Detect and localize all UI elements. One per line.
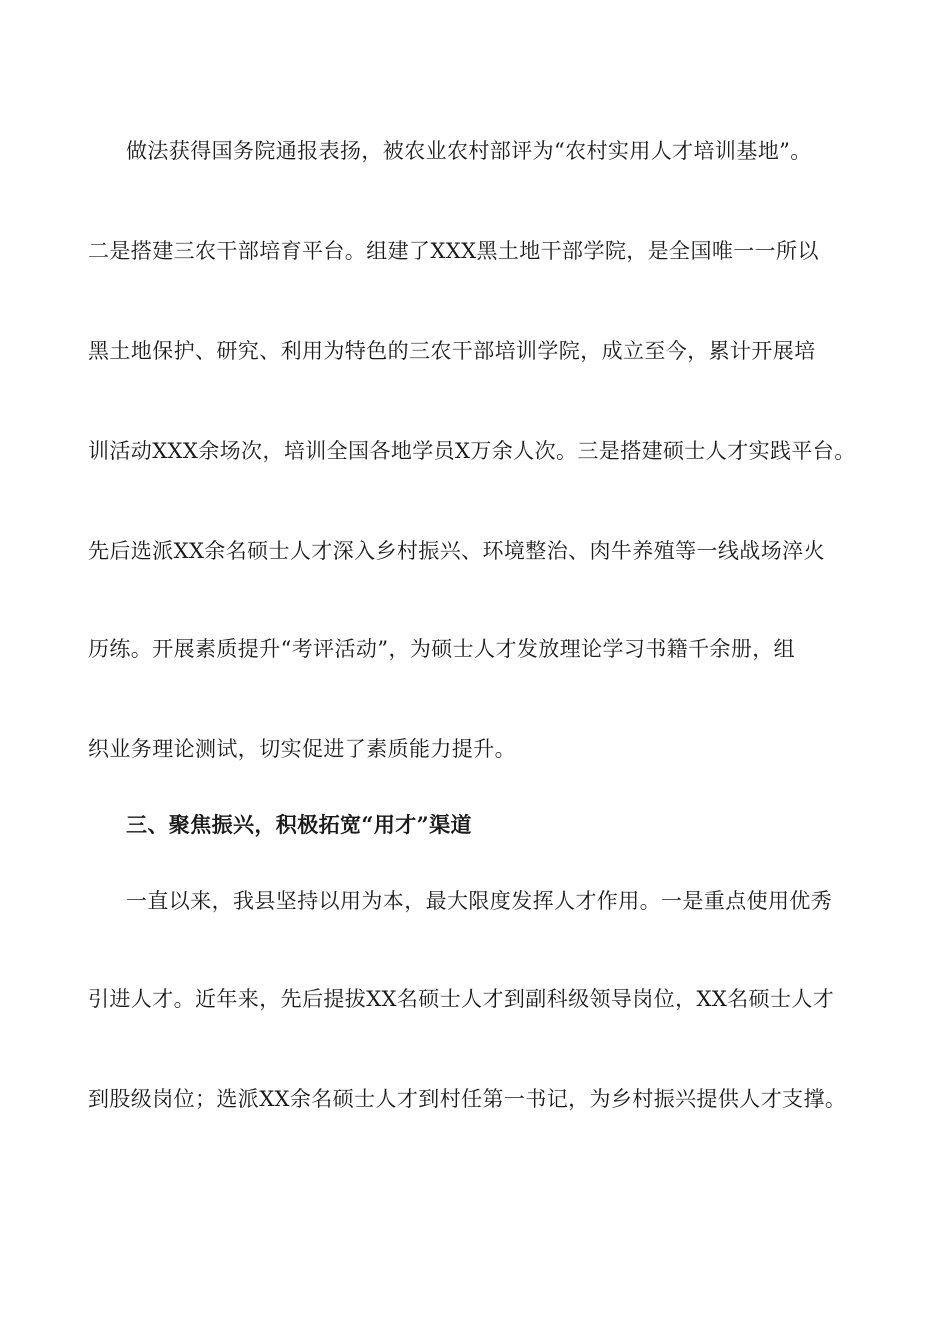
paragraph-line: 二是搭建三农干部培育平台。组建了XXX黑土地干部学院，是全国唯一一所以 xyxy=(88,239,819,263)
paragraph-line: 历练。开展素质提升“考评活动”，为硕士人才发放理论学习书籍千余册，组 xyxy=(88,637,796,661)
paragraph-line: 先后选派XX余名硕士人才深入乡村振兴、环境整治、肉牛养殖等一线战场淬火 xyxy=(88,539,825,563)
section-heading: 三、聚焦振兴，积极拓宽“用才”渠道 xyxy=(126,812,472,837)
paragraph-line: 到股级岗位；选派XX余名硕士人才到村任第一书记，为乡村振兴提供人才支撑。 xyxy=(88,1087,847,1111)
paragraph-line: 织业务理论测试，切实促进了素质能力提升。 xyxy=(88,737,516,761)
paragraph-line: 做法获得国务院通报表扬，被农业农村部评为“农村实用人才培训基地”。 xyxy=(126,139,812,163)
paragraph-line: 黑土地保护、研究、利用为特色的三农干部培训学院，成立至今，累计开展培 xyxy=(88,339,816,363)
paragraph-line: 引进人才。近年来，先后提拔XX名硕士人才到副科级领导岗位，XX名硕士人才 xyxy=(88,987,835,1011)
paragraph-line: 一直以来，我县坚持以用为本，最大限度发挥人才作用。一是重点使用优秀 xyxy=(126,889,833,913)
paragraph-line: 训活动XXX余场次，培训全国各地学员X万余人次。三是搭建硕士人才实践平台。 xyxy=(88,439,856,463)
